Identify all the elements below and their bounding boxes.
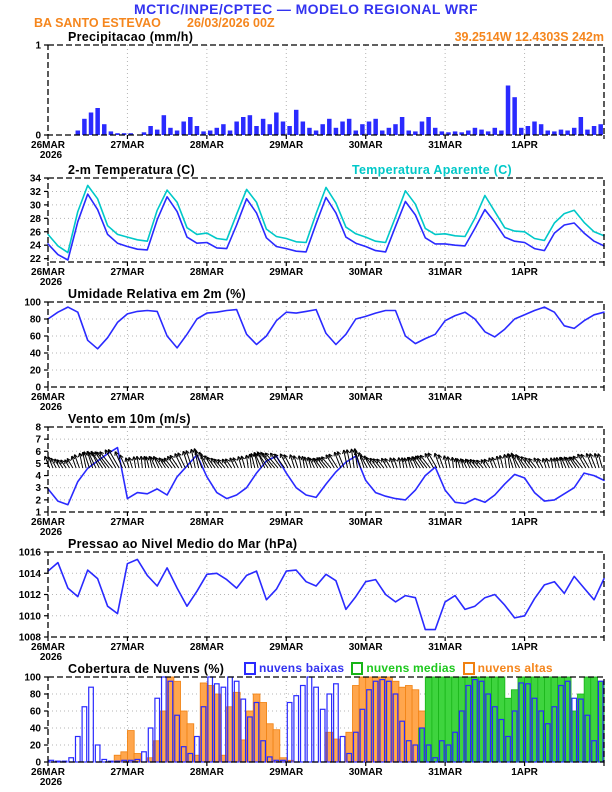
svg-text:1010: 1010 (18, 611, 41, 623)
svg-text:32: 32 (29, 186, 41, 198)
svg-text:28MAR: 28MAR (189, 267, 224, 278)
svg-text:28MAR: 28MAR (189, 140, 224, 151)
svg-text:29MAR: 29MAR (269, 517, 304, 528)
svg-text:1: 1 (35, 40, 41, 52)
svg-text:100: 100 (24, 672, 41, 684)
svg-text:31MAR: 31MAR (428, 140, 463, 151)
svg-text:8: 8 (35, 422, 41, 434)
panel-title-apparent-temperature: Temperatura Aparente (C) (352, 163, 513, 177)
svg-text:2: 2 (35, 495, 41, 507)
svg-text:27MAR: 27MAR (110, 517, 145, 528)
svg-text:27MAR: 27MAR (110, 140, 145, 151)
svg-text:30MAR: 30MAR (348, 267, 383, 278)
panel-title-pressure: Pressao ao Nivel Medio do Mar (hPa) (68, 537, 298, 551)
svg-text:1APR: 1APR (511, 267, 538, 278)
svg-text:31MAR: 31MAR (428, 767, 463, 778)
panel-title-clouds: Cobertura de Nuvens (%) (68, 662, 225, 676)
station-coordinates: 39.2514W 12.4303S 242m (454, 30, 604, 44)
svg-text:28MAR: 28MAR (189, 767, 224, 778)
svg-text:20: 20 (29, 365, 41, 377)
svg-text:1012: 1012 (18, 590, 41, 601)
svg-text:6: 6 (35, 446, 41, 458)
svg-text:27MAR: 27MAR (110, 642, 145, 653)
svg-text:1: 1 (35, 507, 41, 519)
svg-text:0: 0 (35, 757, 41, 769)
svg-text:29MAR: 29MAR (269, 140, 304, 151)
svg-text:24: 24 (29, 240, 41, 252)
svg-text:28: 28 (29, 213, 41, 225)
svg-text:26MAR: 26MAR (31, 392, 65, 403)
svg-text:1014: 1014 (18, 568, 41, 580)
svg-text:100: 100 (24, 297, 41, 309)
svg-text:31MAR: 31MAR (428, 517, 463, 528)
svg-text:30: 30 (29, 200, 41, 212)
svg-text:1APR: 1APR (511, 392, 538, 403)
svg-text:1APR: 1APR (511, 767, 538, 778)
svg-text:60: 60 (29, 331, 41, 343)
svg-text:30MAR: 30MAR (348, 392, 383, 403)
svg-text:31MAR: 31MAR (428, 642, 463, 653)
panel-title-wind: Vento em 10m (m/s) (68, 412, 191, 426)
svg-text:4: 4 (35, 471, 41, 483)
legend-label-high-clouds: nuvens altas (477, 661, 553, 675)
svg-text:29MAR: 29MAR (269, 767, 304, 778)
legend-label-mid-clouds: nuvens medias (366, 661, 456, 675)
svg-text:30MAR: 30MAR (348, 642, 383, 653)
svg-text:0: 0 (35, 130, 41, 142)
svg-text:2026: 2026 (39, 402, 63, 413)
page-title: MCTIC/INPE/CPTEC — MODELO REGIONAL WRF (134, 1, 478, 17)
svg-text:28MAR: 28MAR (189, 642, 224, 653)
run-datetime: 26/03/2026 00Z (187, 16, 275, 30)
svg-text:29MAR: 29MAR (269, 392, 304, 403)
svg-text:1016: 1016 (18, 547, 41, 559)
svg-text:40: 40 (29, 723, 41, 735)
svg-text:26MAR: 26MAR (31, 642, 65, 653)
svg-text:2026: 2026 (39, 777, 63, 788)
svg-text:34: 34 (29, 173, 41, 185)
svg-text:2026: 2026 (39, 652, 63, 663)
svg-text:2026: 2026 (39, 150, 63, 161)
svg-text:1APR: 1APR (511, 140, 538, 151)
panel-title-humidity: Umidade Relativa em 2m (%) (68, 287, 246, 301)
svg-text:2026: 2026 (39, 527, 63, 538)
svg-text:20: 20 (29, 740, 41, 752)
svg-text:80: 80 (29, 689, 41, 701)
svg-text:22: 22 (29, 254, 41, 266)
svg-text:1APR: 1APR (511, 517, 538, 528)
svg-text:2026: 2026 (39, 277, 63, 288)
svg-text:1APR: 1APR (511, 642, 538, 653)
svg-text:26MAR: 26MAR (31, 140, 65, 151)
panel-title-precipitation: Precipitacao (mm/h) (68, 30, 194, 44)
svg-text:0: 0 (35, 382, 41, 394)
svg-text:27MAR: 27MAR (110, 767, 145, 778)
panel-title-temperature: 2-m Temperatura (C) (68, 163, 196, 177)
svg-text:3: 3 (35, 483, 41, 495)
station-name: BA SANTO ESTEVAO (34, 16, 161, 30)
legend-label-low-clouds: nuvens baixas (259, 661, 345, 675)
svg-text:27MAR: 27MAR (110, 267, 145, 278)
svg-text:30MAR: 30MAR (348, 767, 383, 778)
svg-text:26MAR: 26MAR (31, 517, 65, 528)
svg-text:5: 5 (35, 458, 41, 470)
svg-text:1008: 1008 (18, 632, 41, 644)
svg-text:27MAR: 27MAR (110, 392, 145, 403)
svg-text:28MAR: 28MAR (189, 517, 224, 528)
svg-text:40: 40 (29, 348, 41, 360)
svg-text:28MAR: 28MAR (189, 392, 224, 403)
svg-text:29MAR: 29MAR (269, 642, 304, 653)
svg-text:29MAR: 29MAR (269, 267, 304, 278)
svg-text:7: 7 (35, 434, 41, 446)
svg-text:26MAR: 26MAR (31, 767, 65, 778)
svg-text:31MAR: 31MAR (428, 392, 463, 403)
svg-text:80: 80 (29, 314, 41, 326)
svg-text:30MAR: 30MAR (348, 140, 383, 151)
svg-text:26: 26 (29, 227, 41, 239)
svg-text:26MAR: 26MAR (31, 267, 65, 278)
svg-text:31MAR: 31MAR (428, 267, 463, 278)
svg-text:60: 60 (29, 706, 41, 718)
svg-text:30MAR: 30MAR (348, 517, 383, 528)
